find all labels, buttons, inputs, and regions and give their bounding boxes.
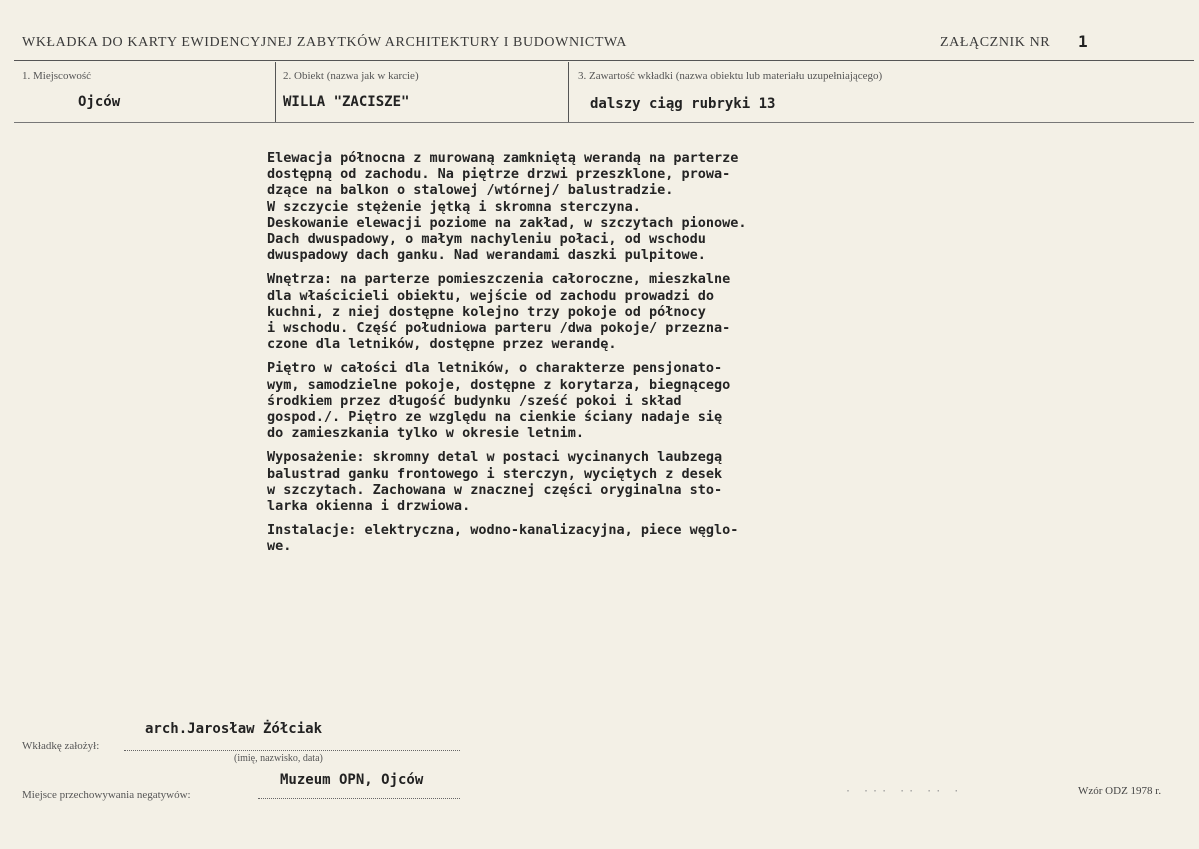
paragraph-interiors: Wnętrza: na parterze pomieszczenia całoroczne, mieszkalne dla właścicieli obiektu, wejście od zachodu prowadzi do kuchni, z niej dostępne kolejno trzy pokoje od północy i wschodu. Część południowa parteru /dwa pokoje/ przezna- czone dla letników, dostępne przez werandę. <box>267 271 731 353</box>
author-label: Wkładkę założył: <box>22 740 100 752</box>
author-line <box>124 750 460 751</box>
header-rule <box>14 60 1194 61</box>
negatives-label: Miejsce przechowywania negatywów: <box>22 789 191 801</box>
author-value: arch.Jarosław Żółciak <box>145 721 323 737</box>
form-code: Wzór ODZ 1978 r. <box>1078 785 1162 797</box>
content-value: dalszy ciąg rubryki 13 <box>590 96 776 112</box>
paragraph-elevation: Elewacja północna z murowaną zamkniętą werandą na parterze dostępną od zachodu. Na piętrze drzwi przeszklone, prowa- dzące na balkon o stalowej /wtórnej/ balustradzie. W szczycie stężenie jętką i skromna sterczyna. Deskowanie elewacji poziome na zakład, w szczytach pionowe. Dach dwuspadowy, o małym nachyleniu połaci, od wschodu dwuspadowy dach ganku. Nad werandami daszki pulpitowe. <box>267 150 747 264</box>
object-label: 2. Obiekt (nazwa jak w karcie) <box>283 70 419 82</box>
negatives-value: Muzeum OPN, Ojców <box>280 772 424 788</box>
field-divider-2 <box>568 62 569 122</box>
field-divider-1 <box>275 62 276 122</box>
fields-rule <box>14 122 1194 123</box>
paragraph-installations: Instalacje: elektryczna, wodno-kanalizacyjna, piece węglo- we. <box>267 522 739 555</box>
annex-number: 1 <box>1078 32 1088 51</box>
faint-marks: · ··· ·· ·· · <box>845 786 963 797</box>
locality-value: Ojców <box>78 94 121 110</box>
object-value: WILLA "ZACISZE" <box>283 94 410 110</box>
paragraph-upper-floor: Piętro w całości dla letników, o charakterze pensjonato- wym, samodzielne pokoje, dostępne z korytarza, biegnącego środkiem przez długość budynku /sześć pokoi i skład gospod./. Piętro ze względu na cienkie ściany nadaje się do zamieszkania tylko w okresie letnim. <box>267 360 731 442</box>
negatives-line <box>258 798 460 799</box>
paragraph-furnishings: Wyposażenie: skromny detal w postaci wycinanych laubzegą balustrad ganku frontowego i sterczyn, wyciętych z desek w szczytach. Zachowana w znacznej części oryginalna sto- larka okienna i drzwiowa. <box>267 449 723 515</box>
content-label: 3. Zawartość wkładki (nazwa obiektu lub materiału uzupełniającego) <box>578 70 883 82</box>
description-body <box>267 150 907 563</box>
author-caption: (imię, nazwisko, data) <box>234 753 323 764</box>
locality-label: 1. Miejscowość <box>22 70 92 82</box>
annex-label: ZAŁĄCZNIK NR <box>940 35 1051 50</box>
header-title: WKŁADKA DO KARTY EWIDENCYJNEJ ZABYTKÓW ARCHITEKTURY I BUDOWNICTWA <box>22 35 627 50</box>
